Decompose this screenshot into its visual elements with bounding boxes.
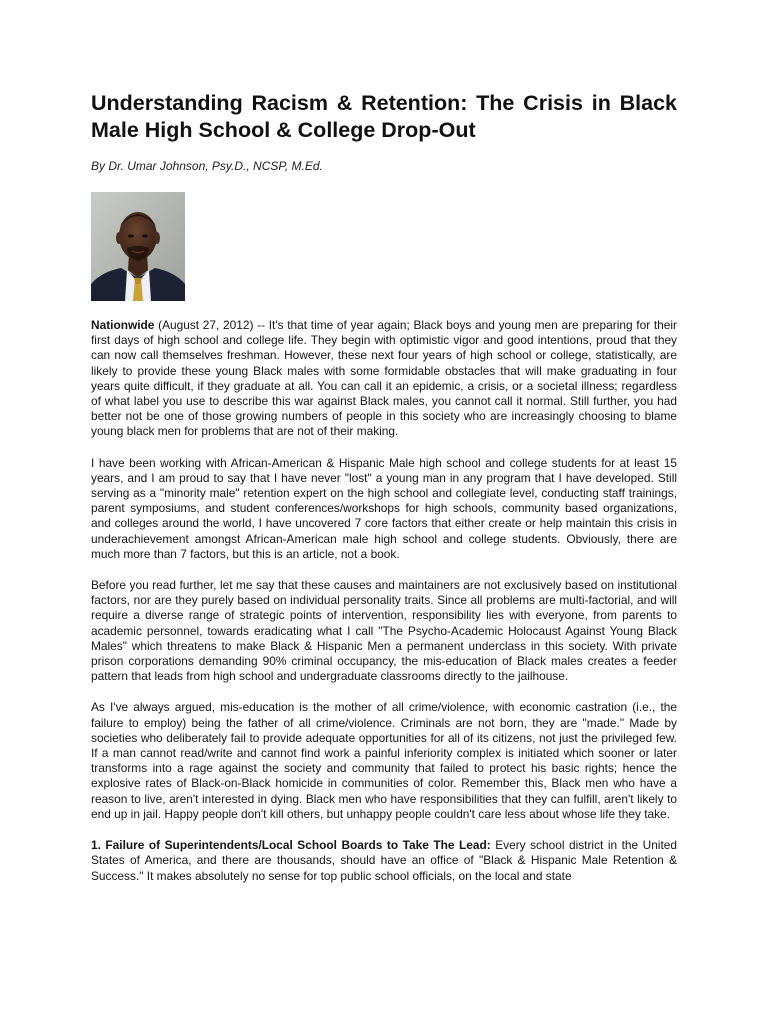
paragraph-2: I have been working with African-American & Hispanic Male high school and college students for at least 15 years, and I am proud to say that I have never "lost" a young man in any program that I have developed. Still serving as a "minority male" retention expert on the high school and collegiate level, conducting staff trainings, parent symposiums, and student conferences/workshops for high schools, community based organizations, and colleges around the world, I have uncovered 7 core factors that either create or help maintain this crisis in underachievement amongst African-American male high school and college students. Obviously, there are much more than 7 factors, but this is an article, not a book.	[91, 455, 677, 561]
paragraph-5-text: Every school district in the United States of America, and there are thousands, should have an office of "Black & Hispanic Male Retention & Success." It makes absolutely no sense for top public school officials, on the local and state	[91, 838, 677, 883]
dateline: Nationwide	[91, 318, 155, 332]
article-body	[91, 318, 677, 900]
article-title: Understanding Racism & Retention: The Crisis in Black Male High School & College Drop-Out	[91, 91, 677, 142]
author-byline: By Dr. Umar Johnson, Psy.D., NCSP, M.Ed.	[91, 159, 323, 173]
paragraph-1-text: (August 27, 2012) -- It's that time of year again; Black boys and young men are preparing for their first days of high school and college life. They begin with optimistic vigor and good intentions, proud that they can now call themselves freshman. However, these next four years of high school or college, statistically, are likely to provide these young Black males with some formidable obstacles that will make graduating in four years quite difficult, if they graduate at all. You can call it an epidemic, a crisis, or a societal illness; regardless of what label you use to describe this war against Black males, you cannot call it normal. Still further, you had better not be one of those growing numbers of people in this society who are increasingly choosing to blame young black men for problems that are not of their making.	[91, 318, 677, 439]
paragraph-5	[91, 838, 677, 884]
author-photo	[91, 192, 185, 301]
author-portrait-image	[91, 192, 185, 301]
paragraph-4: As I've always argued, mis-education is the mother of all crime/violence, with economic castration (i.e., the failure to employ) being the father of all crime/violence. Criminals are not born, they are "made." Made by societies who deliberately fail to provide adequate opportunities for all of its citizens, not just the privileged few. If a man cannot read/write and cannot find work a painful inferiority complex is initiated which sooner or later transforms into a rage against the society and community that failed to protect his basic rights; hence the explosive rates of Black-on-Black homicide in communities of color. Remember this, Black men who have a reason to live, aren't interested in dying. Black men who have responsibilities that they can fulfill, aren't likely to end up in jail. Happy people don't kill others, but unhappy people couldn't care less about whose life they take.	[91, 700, 677, 821]
paragraph-3: Before you read further, let me say that these causes and maintainers are not exclusively based on institutional factors, nor are they purely based on individual personality traits. Since all problems are multi-factorial, and will require a diverse range of strategic points of intervention, responsibility lies with everyone, from parents to academic personnel, towards eradicating what I call "The Psycho-Academic Holocaust Against Young Black Males" which threatens to make Black & Hispanic Men a permanent underclass in this society. With private prison corporations demanding 90% criminal occupancy, the mis-education of Black males creates a feeder pattern that leads from high school and undergraduate classrooms directly to the jailhouse.	[91, 578, 677, 684]
section-heading-1: 1. Failure of Superintendents/Local School Boards to Take The Lead:	[91, 838, 491, 853]
paragraph-1	[91, 318, 677, 440]
